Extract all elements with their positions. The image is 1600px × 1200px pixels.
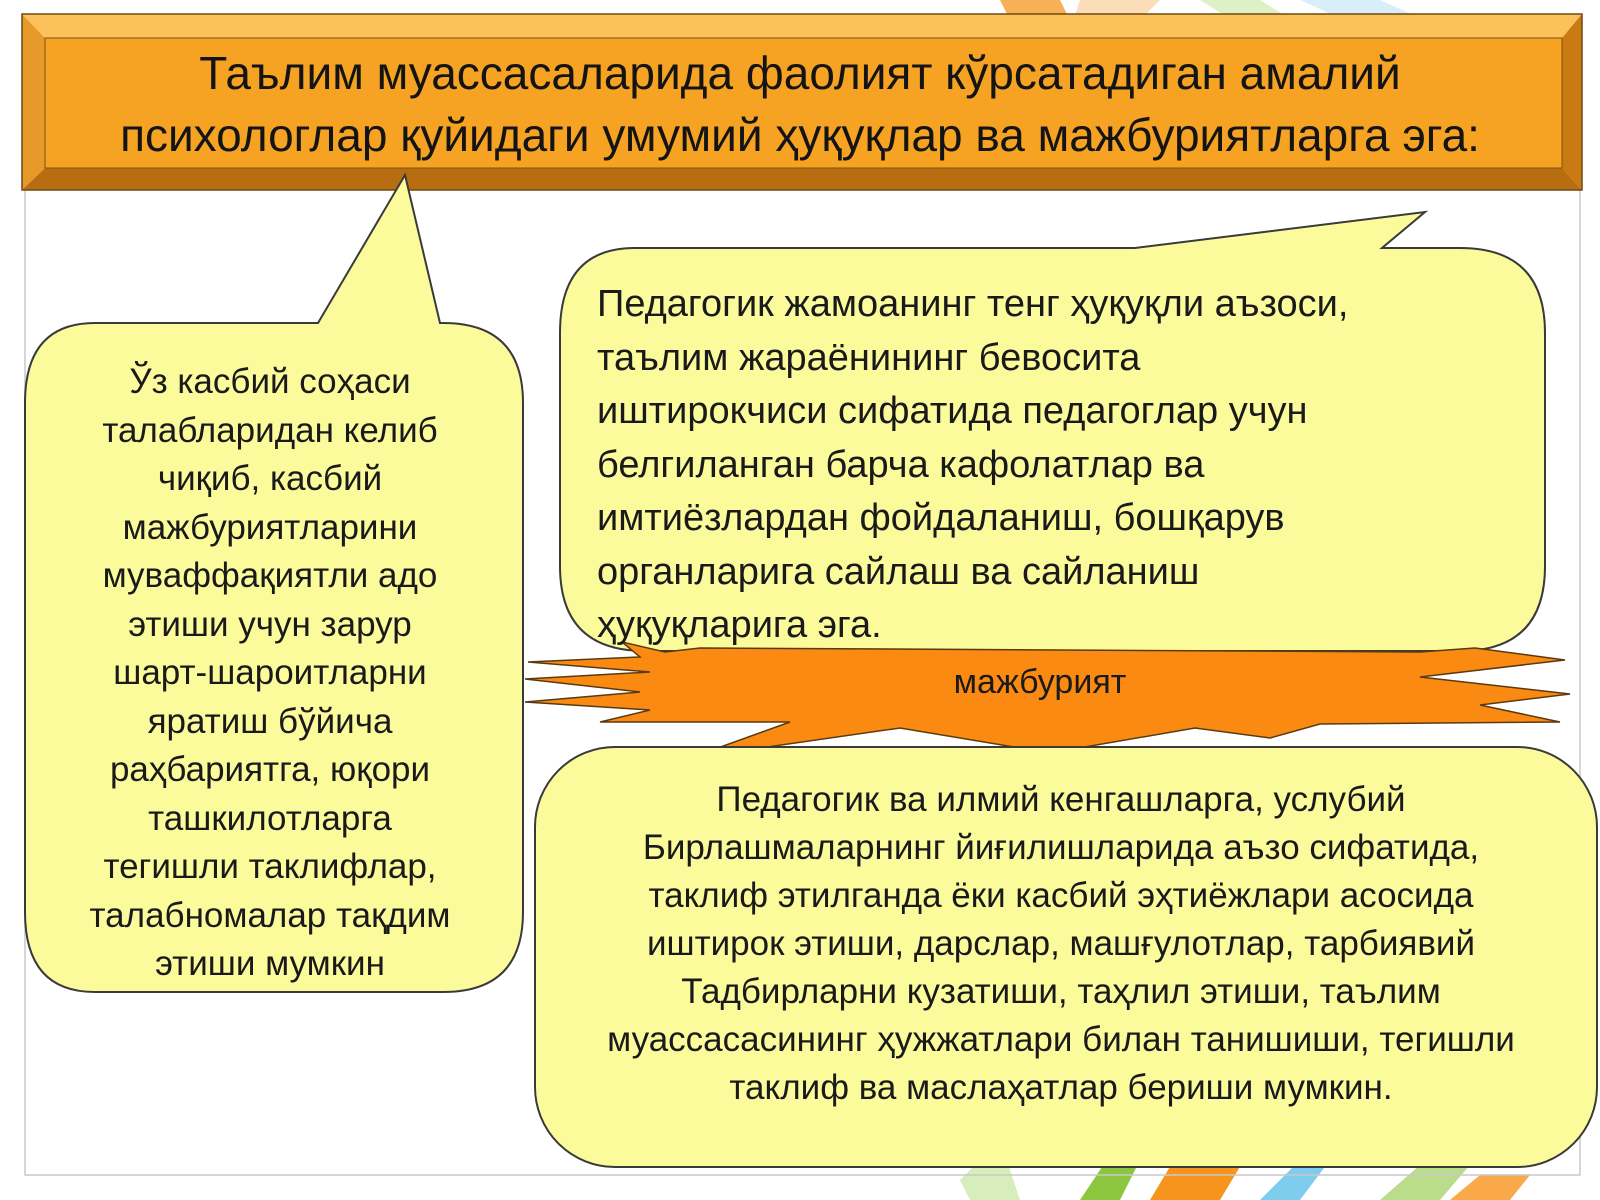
right-top-callout-text: Педагогик жамоанинг тенг ҳуқуқли аъзоси, таълим жараёнининг бевосита иштирокчиси сифатида педагоглар учун белгиланган барча кафолатлар ва имтиёзлардан фойдаланиш, бошқарув органларига сайлаш ва сайланиш ҳуқуқларига эга. [597, 283, 1349, 646]
obligation-label: мажбурият [953, 663, 1127, 701]
right-bottom-callout-text: Педагогик ва илмий кенгашларга, услубий Бирлашмаларнинг йиғилишларида аъзо сифатида, таклиф этилганда ёки касбий эҳтиёжлари асосида иштирок этиши, дарслар, машғулотлар, тарбиявий Тадбирларни кузатиши, таҳлил этиши, таълим муассасасининг ҳужжатлари билан танишиши, тегишли таклиф ва маслаҳатлар бериши мумкин. [607, 780, 1515, 1107]
page-title: Таълим муассасаларида фаолият кўрсатадиган амалий психологлар қуйидаги умумий ҳуқуқлар ва мажбуриятларга эга: [120, 47, 1480, 161]
left-callout-text: Ўз касбий соҳаси талабларидан келиб чиқиб, касбий мажбуриятларини муваффақиятли адо этиши учун зарур шарт-шароитларни яратиш бўйича раҳбариятга, юқори ташкилотларга тегишли таклифлар, талабномалар тақдим этиши мумкин [89, 362, 451, 983]
